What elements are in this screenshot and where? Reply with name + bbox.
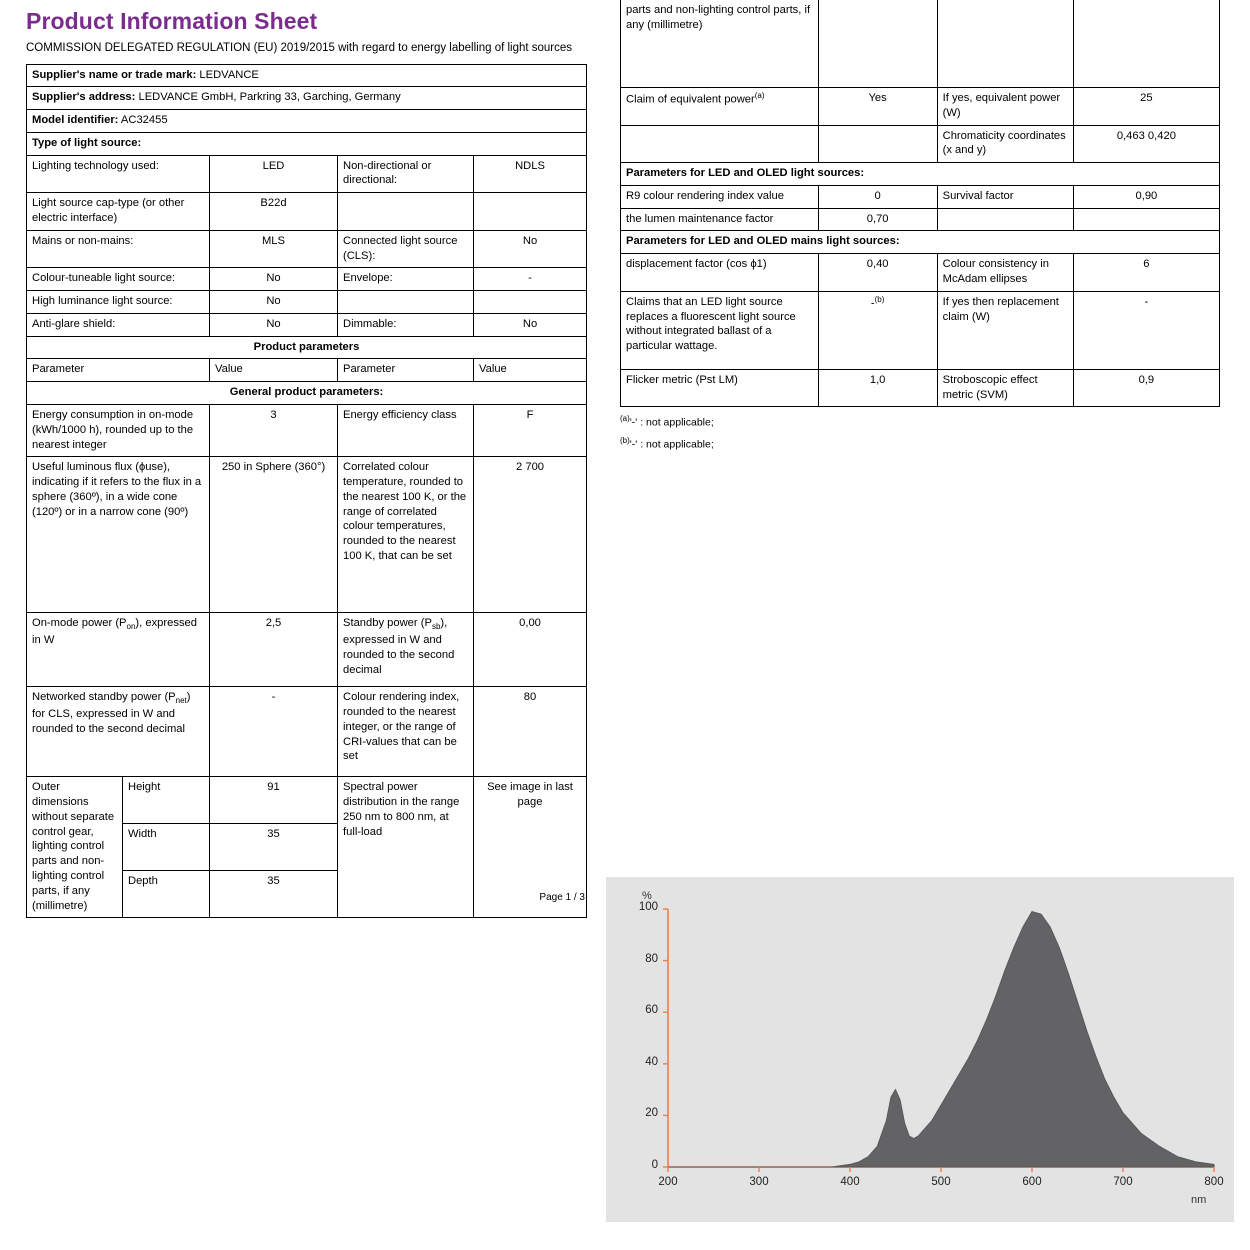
cell-parameter: Anti-glare shield: — [27, 313, 210, 336]
cell-value: No — [474, 313, 587, 336]
dimension-value: 91 — [210, 777, 338, 824]
cell-value — [474, 291, 587, 314]
supplier-address-label: Supplier's address: — [32, 91, 136, 104]
cell-value: 80 — [474, 687, 587, 777]
cell-value: 0,70 — [818, 208, 937, 231]
dimension-value: 35 — [210, 824, 338, 871]
cell-value: F — [474, 405, 587, 457]
footnote-b: $^{(b)}$'-' : not applicable; — [620, 435, 714, 451]
cell-value: 0,00 — [474, 613, 587, 687]
cell-parameter: If yes then replacement claim (W) — [937, 291, 1073, 369]
cell-value: 0,463 0,420 — [1073, 125, 1219, 163]
x-axis-unit: nm — [1191, 1194, 1207, 1206]
page-title: Product Information Sheet — [26, 8, 318, 34]
cell-parameter: Spectral power distribution in the range 250 nm to 800 nm, at full-load — [338, 777, 474, 918]
cell-parameter: Flicker metric (Pst LM) — [621, 369, 819, 407]
cell-parameter: Correlated colour temperature, rounded to the nearest 100 K, or the range of correlated colour temperatures, rounded to the nearest 100 K, that can be set — [338, 457, 474, 613]
table-row — [621, 254, 1220, 292]
table-row — [27, 230, 587, 268]
table-row — [27, 132, 587, 155]
model-identifier-value: AC32455 — [120, 114, 168, 127]
cell-parameter: Light source cap-type (or other electric interface) — [27, 193, 210, 231]
cell-value: 2,5 — [210, 613, 338, 687]
cell-parameter: Energy efficiency class — [338, 405, 474, 457]
mains-section-title: Parameters for LED and OLED mains light sources: — [621, 231, 1220, 254]
cell-parameter: Networked standby power $(P_{net})$ for CLS, expressed in W and rounded to the second decimal — [27, 687, 210, 777]
y-tick-label: 60 — [645, 1004, 658, 1017]
cell-value: LED — [210, 155, 338, 193]
supplier-address-cell — [27, 87, 587, 110]
chart-svg — [606, 877, 1234, 1222]
x-tick-label: 300 — [749, 1176, 769, 1188]
y-tick-label: 0 — [651, 1159, 658, 1171]
footnote-a: $^{(a)}$'-' : not applicable; — [620, 414, 714, 429]
supplier-name-cell — [27, 64, 587, 87]
cell-parameter — [621, 125, 819, 163]
cell-parameter: Connected light source (CLS): — [338, 230, 474, 268]
table-row — [27, 291, 587, 314]
table-row — [27, 313, 587, 336]
right-continuation-table — [620, 0, 1220, 407]
cell-value: 2 700 — [474, 457, 587, 613]
cell-value — [818, 125, 937, 163]
cell-parameter: Chromaticity coordinates (x and y) — [937, 125, 1073, 163]
table-row — [621, 291, 1220, 369]
spectral-power-distribution-chart — [606, 877, 1234, 1222]
x-tick-label: 400 — [840, 1176, 860, 1188]
cell-parameter: On-mode power $(P_{on})$, expressed in W — [27, 613, 210, 687]
cell-value: 0,9 — [1073, 369, 1219, 407]
dimension-name: Height — [123, 777, 210, 824]
cell-parameter: displacement factor (cos ϕ1) — [621, 254, 819, 292]
table-row — [621, 125, 1220, 163]
led-oled-section-title: Parameters for LED and OLED light sources: — [621, 163, 1220, 186]
cell-value: -$^{(b)}$ — [818, 291, 937, 369]
cell-parameter: Standby power $(P_{sb})$, expressed in W and rounded to the second decimal — [338, 613, 474, 687]
cell-value: Yes — [818, 88, 937, 126]
supplier-name-value: LEDVANCE — [199, 68, 259, 81]
cell-parameter: Dimmable: — [338, 313, 474, 336]
cell-value: No — [210, 291, 338, 314]
table-row — [27, 87, 587, 110]
cell-parameter — [338, 193, 474, 231]
x-tick-label: 200 — [658, 1176, 678, 1188]
table-row — [27, 359, 587, 382]
table-row — [27, 457, 587, 613]
cell-value: 0,90 — [1073, 185, 1219, 208]
cell-value — [1073, 0, 1219, 88]
table-row — [621, 208, 1220, 231]
table-row — [27, 777, 587, 824]
cell-value: 250 in Sphere (360°) — [210, 457, 338, 613]
cell-parameter: the lumen maintenance factor — [621, 208, 819, 231]
cell-value: 6 — [1073, 254, 1219, 292]
supplier-address-value: LEDVANCE GmbH, Parkring 33, Garching, Germany — [138, 91, 401, 104]
y-axis-unit: % — [642, 890, 652, 902]
cell-parameter: Colour rendering index, rounded to the nearest integer, or the range of CRI-values that can be set — [338, 687, 474, 777]
cell-value: No — [474, 230, 587, 268]
cell-value: - — [210, 687, 338, 777]
col-header-parameter: Parameter — [338, 359, 474, 382]
x-tick-label: 700 — [1113, 1176, 1133, 1188]
dimension-name: Width — [123, 824, 210, 871]
table-row — [27, 336, 587, 359]
cell-parameter: Colour-tuneable light source: — [27, 268, 210, 291]
cell-value: B22d — [210, 193, 338, 231]
y-tick-label: 20 — [645, 1107, 658, 1120]
general-product-parameters-title: General product parameters: — [27, 382, 587, 405]
table-row — [621, 185, 1220, 208]
y-tick-label: 80 — [645, 952, 658, 965]
x-tick-label: 600 — [1022, 1176, 1042, 1188]
table-row — [27, 64, 587, 87]
cell-parameter: Claims that an LED light source replaces a fluorescent light source without integrated ballast of a particular wattage. — [621, 291, 819, 369]
outer-dimensions-label: Outer dimensions without separate control gear, lighting control parts and non-lighting control parts, if any (millimetre) — [27, 777, 123, 918]
table-row — [27, 613, 587, 687]
col-header-value: Value — [474, 359, 587, 382]
table-row — [621, 231, 1220, 254]
cell-value: NDLS — [474, 155, 587, 193]
cell-value: 25 — [1073, 88, 1219, 126]
cell-parameter — [937, 0, 1073, 88]
table-row — [27, 193, 587, 231]
cell-parameter: Claim of equivalent power$^{(a)}$ — [621, 88, 819, 126]
model-identifier-cell — [27, 110, 587, 133]
y-tick-label: 40 — [645, 1055, 658, 1068]
cell-parameter: Lighting technology used: — [27, 155, 210, 193]
right-column — [620, 0, 1220, 456]
col-header-parameter: Parameter — [27, 359, 210, 382]
footnotes — [620, 413, 1220, 453]
table-row — [27, 687, 587, 777]
outer-dimensions-table — [26, 776, 587, 918]
table-row — [27, 110, 587, 133]
product-parameters-title: Product parameters — [27, 336, 587, 359]
x-tick-label: 800 — [1204, 1176, 1224, 1188]
regulation-subtitle: COMMISSION DELEGATED REGULATION (EU) 2019/2015 with regard to energy labelling of light sources — [26, 42, 573, 54]
cell-parameter: R9 colour rendering index value — [621, 185, 819, 208]
table-row — [621, 88, 1220, 126]
dimension-name: Depth — [123, 871, 210, 918]
supplier-table — [26, 64, 587, 778]
cell-parameter: If yes, equivalent power (W) — [937, 88, 1073, 126]
cell-parameter: Energy consumption in on-mode (kWh/1000 h), rounded up to the nearest integer — [27, 405, 210, 457]
cell-value: See image in last page — [474, 777, 587, 918]
cell-value: 0,40 — [818, 254, 937, 292]
table-row — [27, 268, 587, 291]
cell-value — [1073, 208, 1219, 231]
left-column — [26, 8, 586, 918]
cell-value: No — [210, 313, 338, 336]
table-row — [621, 163, 1220, 186]
cell-value: - — [1073, 291, 1219, 369]
cell-parameter: Useful luminous flux (ϕuse), indicating if it refers to the flux in a sphere (360º), in a wide cone (120º) or in a narrow cone (90º) — [27, 457, 210, 613]
dimension-value: 35 — [210, 871, 338, 918]
cell-parameter: Stroboscopic effect metric (SVM) — [937, 369, 1073, 407]
cell-value: MLS — [210, 230, 338, 268]
cell-parameter: Non-directional or directional: — [338, 155, 474, 193]
model-identifier-label: Model identifier: — [32, 114, 119, 127]
type-of-light-source-header: Type of light source: — [27, 132, 587, 155]
cell-value — [818, 0, 937, 88]
supplier-name-label: Supplier's name or trade mark: — [32, 68, 197, 81]
table-row — [621, 0, 1220, 88]
cell-value: - — [474, 268, 587, 291]
table-row — [27, 405, 587, 457]
cell-value: No — [210, 268, 338, 291]
table-row — [27, 382, 587, 405]
page-number: Page 1 / 3 — [539, 892, 585, 903]
cell-parameter: Survival factor — [937, 185, 1073, 208]
cell-parameter: Envelope: — [338, 268, 474, 291]
cell-parameter: Mains or non-mains: — [27, 230, 210, 268]
cell-parameter — [937, 208, 1073, 231]
table-row — [621, 369, 1220, 407]
cell-value: 0 — [818, 185, 937, 208]
col-header-value: Value — [210, 359, 338, 382]
outer-dimensions-continued: parts and non-lighting control parts, if any (millimetre) — [621, 0, 819, 88]
cell-parameter: High luminance light source: — [27, 291, 210, 314]
y-tick-label: 100 — [638, 901, 658, 913]
cell-value: 1,0 — [818, 369, 937, 407]
cell-value — [474, 193, 587, 231]
cell-value: 3 — [210, 405, 338, 457]
cell-parameter — [338, 291, 474, 314]
x-tick-label: 500 — [931, 1176, 951, 1188]
table-row — [27, 155, 587, 193]
cell-parameter: Colour consistency in McAdam ellipses — [937, 254, 1073, 292]
